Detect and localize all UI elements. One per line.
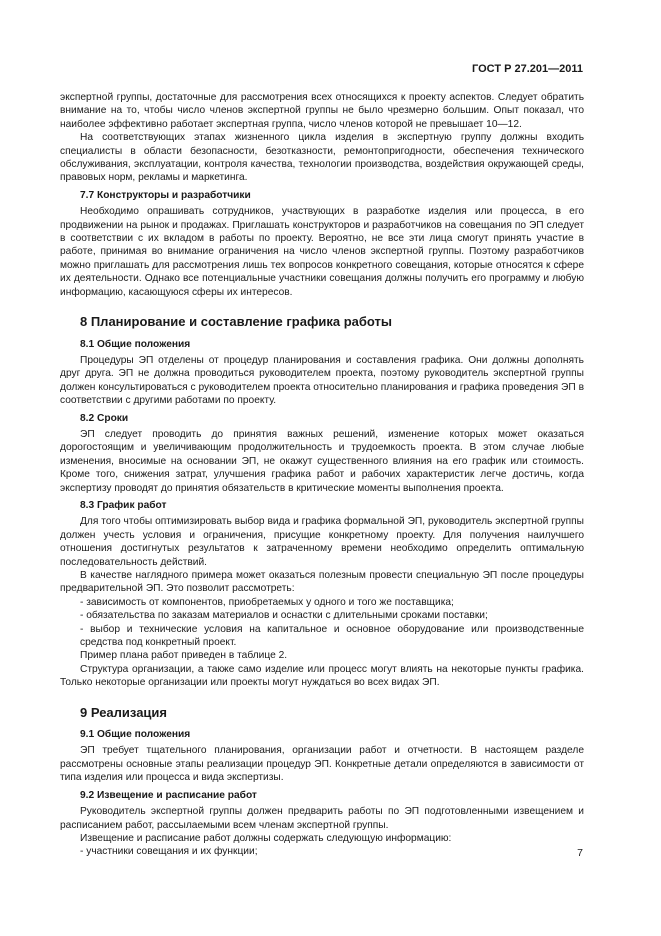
paragraph: Для того чтобы оптимизировать выбор вида и графика формальной ЭП, руководитель экспертной группы должен учесть условия и ограничения, присущие конкретному проекту. Для получения наилучшего отношения достигнутых результатов к затраченному времени необходимо определить оптимальную последовательность действий. (60, 516, 584, 568)
bullet-list (60, 845, 584, 858)
bullet-list (60, 596, 584, 650)
list-item: - зависимость от компонентов, приобретаемых у одного и того же поставщика; (80, 596, 454, 608)
paragraph: В качестве наглядного примера может оказаться полезным провести специальную ЭП после процедуры предварительной ЭП. Это позволит рассмотреть: (60, 570, 584, 595)
paragraph: Извещение и расписание работ должны содержать следующую информацию: (80, 832, 452, 844)
subsection-heading: 9.2 Извещение и расписание работ (80, 789, 257, 801)
paragraph: ЭП следует проводить до принятия важных решений, изменение которых может оказаться дорогостоящим и увеличивающим продолжительность и трудоемкость проекта. В этом случае любые изменения, вносимые на основании ЭП, не окажут существенного влияния на его график или стоимость. Кроме того, снижения затрат, улучшения графика работ и рабочих характеристик легче достичь, когда экспертизу проводят до принятия обязательств в критические моменты выполнения проекта. (60, 428, 584, 494)
section-heading: 8 Планирование и составление графика работы (80, 314, 392, 330)
document-body (60, 91, 584, 859)
subsection-heading: 8.3 График работ (80, 499, 167, 511)
list-item: - участники совещания и их функции; (80, 846, 258, 858)
page-number: 7 (577, 847, 583, 859)
paragraph: Процедуры ЭП отделены от процедур планирования и составления графика. Они должны дополнять друг друга. ЭП не должна проводиться руководителем проекта, поэтому руководитель экспертной группы должен консультироваться с руководителем проекта относительно планирования и графика проведения ЭП в соответствии с другими работами по проекту. (60, 354, 584, 407)
paragraph: Структура организации, а также само изделие или процесс могут влиять на некоторые пункты графика. Только некоторые организации или проекты могут нуждаться во всех видах ЭП. (60, 663, 584, 689)
section-heading: 9 Реализация (80, 704, 167, 720)
document-header: ГОСТ Р 27.201—2011 (472, 63, 583, 75)
paragraph: Пример плана работ приведен в таблице 2. (80, 650, 288, 662)
paragraph: ЭП требует тщательного планирования, организации работ и отчетности. В настоящем разделе рассмотрены основные этапы реализации процедур ЭП. Конкретные детали определяются в зависимости от типа изделия или процесса и вида экспертизы. (60, 745, 584, 784)
paragraph: Необходимо опрашивать сотрудников, участвующих в разработке изделия или процесса, в его продвижении на рынок и продажах. Приглашать конструкторов и разработчиков на совещания по ЭП следует в соответствии с их вкладом в работы по проекту. Вероятно, не все эти лица смогут принять участие в работе, принимая во внимание ограничения на число членов экспертной группы. Поэтому разработчиков можно приглашать для рассмотрения лишь тех вопросов конкретного совещания, которые относятся к сфере их деятельности. Однако все потенциальные участники совещания должны получить его программу и любую информацию, касающуюся сферы их интересов. (60, 206, 584, 298)
paragraph: экспертной группы, достаточные для рассмотрения всех относящихся к проекту аспектов. Следует обратить внимание на то, чтобы число членов экспертной группы не было чрезмерно большим. Опыт показал, что наиболее эффективно работает экспертная группа, число членов которой не превышает 10—12. (60, 92, 584, 130)
paragraph: На соответствующих этапах жизненного цикла изделия в экспертную группу должны входить специалисты в области безопасности, безотказности, ремонтопригодности, обеспечения технического обслуживания, эксплуатации, контроля качества, технологии производства, воздействия окружающей среды, правовых норм, рекламы и маркетинга. (60, 132, 584, 184)
subsection-heading: 7.7 Конструкторы и разработчики (80, 189, 251, 201)
subsection-heading: 8.2 Сроки (80, 412, 129, 424)
list-item: - выбор и технические условия на капитальное и основное оборудование или производственные средства под конкретный проект. (80, 623, 584, 649)
subsection-heading: 9.1 Общие положения (80, 729, 191, 741)
list-item: - обязательства по заказам материалов и оснастки с длительными сроками поставки; (80, 610, 488, 622)
paragraph: Руководитель экспертной группы должен предварить работы по ЭП подготовленными извещением и расписанием работ, рассылаемыми всем членам экспертной группы. (60, 806, 584, 831)
subsection-heading: 8.1 Общие положения (80, 338, 191, 350)
